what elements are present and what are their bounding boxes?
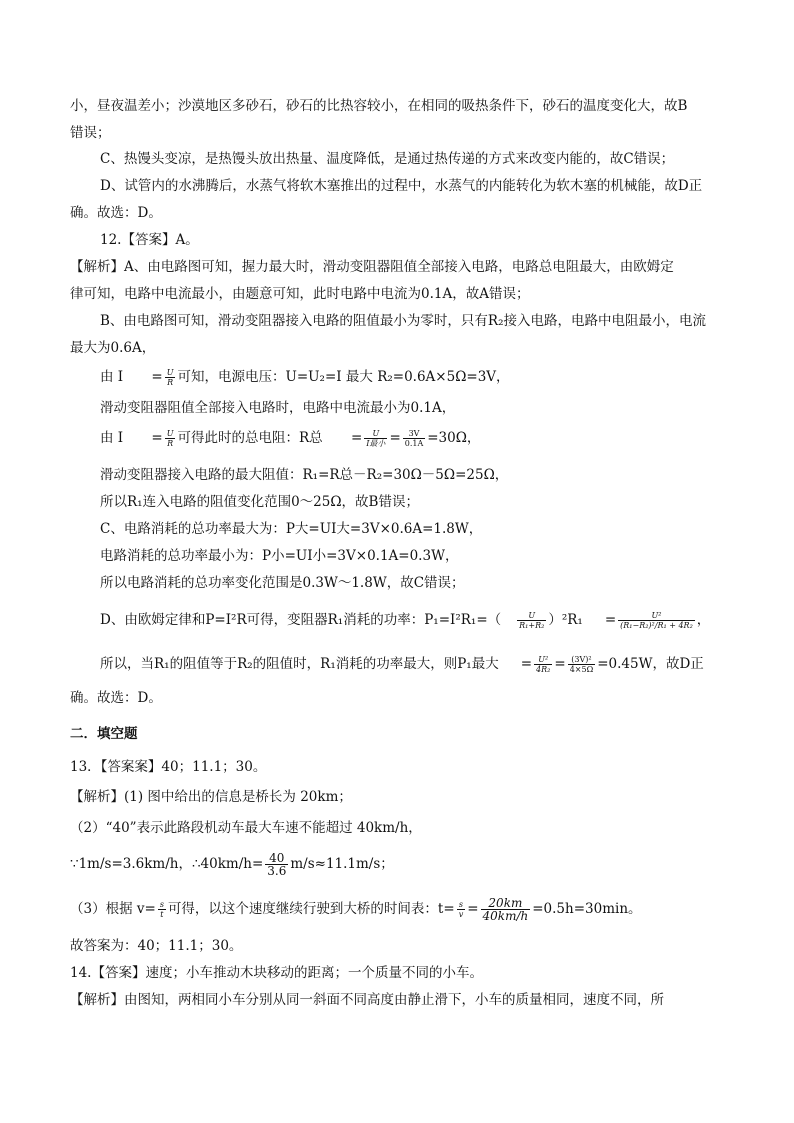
fraction: $\frac{U}{R}$ [166,368,174,387]
analysis-line: 【解析】(1) 图中给出的信息是桥长为 20km； [70,789,352,805]
text-line: 错误； [70,125,111,141]
formula-line: ∵1m/s=3.6km/h，∴40km/h= $\frac{40}{3.6}$ m/s≈11.1m/s； [70,851,394,878]
text-line: 所以R₁连入电路的阻值变化范围0～25Ω，故B错误； [100,494,419,510]
text-line: B、由电路图可知，滑动变阻器接入电路的阻值最小为零时，只有R₂接入电路，电路中电阻最小，电流 [100,313,706,329]
text-line: C、电路消耗的总功率最大为：P大=UI大=3V×0.6A=1.8W， [100,521,483,537]
text-line: 故答案为：40；11.1；30。 [70,938,243,954]
answer-12: 12.【答案】A。 [100,232,199,248]
text-line: 小，昼夜温差小；沙漠地区多砂石，砂石的比热容较小，在相同的吸热条件下，砂石的温度变化大，故B [70,98,688,114]
formula-line: （3）根据 v= $\frac{s}{t}$ 可得，以这个速度继续行驶到大桥的时间表：t= $\frac{s}{v}$ = $\frac{20km}{40km/h}$ =0.5h=30min。 [70,896,642,923]
fraction: $\frac{U}{R}$ [166,429,174,448]
text-line: 滑动变阻器阻值全部接入电路时，电路中电流最小为0.1A， [100,400,456,416]
formula-line: 由 I = $\frac{U}{R}$ 可知，电源电压：U=U₂=I 最大 R₂=0.6A×5Ω=3V， [100,368,510,387]
analysis-line: 【解析】A、由电路图可知，握力最大时，滑动变阻器阻值全部接入电路，电路总电阻最大，由欧姆定 [70,259,674,275]
text-line: 确。故选：D。 [70,690,162,706]
fraction: $\frac{40}{3.6}$ [267,851,287,878]
text-line: C、热馒头变凉，是热馒头放出热量、温度降低，是通过热传递的方式来改变内能的，故C错误； [100,151,675,167]
fraction: $\frac{\text{U²}}{\text{4R₂}}$ [536,655,551,674]
answer-14: 14.【答案】速度；小车推动木块移动的距离；一个质量不同的小车。 [70,965,483,981]
answer-13: 13．【答案案】40；11.1；30。 [70,759,267,775]
analysis-line: 【解析】由图知，两相同小车分别从同一斜面不同高度由静止滑下，小车的质量相同，速度不同，所 [70,992,664,1008]
formula-line: 由 I = $\frac{U}{R}$ 可得此时的总电阻：R总 = $\frac{U}{\text{I最小}}$ = $\frac{3V}{0.1A}$ =30Ω， [100,429,481,448]
text-line: 滑动变阻器接入电路的最大阻值：R₁=R总－R₂=30Ω－5Ω=25Ω， [100,467,509,483]
text-line: （2）“40”表示此路段机动车最大车速不能超过 40km/h， [70,820,422,836]
text-line: 电路消耗的总功率最小为：P小=UI小=3V×0.1A=0.3W， [100,548,459,564]
text-line: 确。故选：D。 [70,205,162,221]
fraction: $\frac{20km}{40km/h}$ [482,896,529,923]
fraction: $\frac{s}{v}$ [458,900,464,919]
fraction: $\frac{\text{U²}}{\text{(R₁−R₂)²/R₁ + 4R₂}}$ [620,611,693,630]
text-line: D、试管内的水沸腾后，水蒸气将软木塞推出的过程中，水蒸气的内能转化为软木塞的机械能，故D正 [100,178,703,194]
formula-line: 所以，当R₁的阻值等于R₂的阻值时，R₁消耗的功率最大，则P₁最大 = $\frac{\text{U²}}{\text{4R₂}}$ = $\frac{\text{(3V)²}}{4\times 5\Omega}$ =0.45W，故D正 [100,655,704,674]
section-heading: 二．填空题 [70,726,138,742]
formula-line: D、由欧姆定律和P=I²R可得，变阻器R₁消耗的功率：P₁=I²R₁=（ $\frac{U}{\text{R₁+R₂}}$ ）²R₁ = $\frac{\text{U²}}{\text{(R₁−R₂)²/R₁ + 4R₂}}$ ， [100,611,711,630]
fraction: $\frac{3V}{0.1A}$ [404,429,424,448]
fraction: $\frac{U}{\text{R₁+R₂}}$ [519,611,545,630]
fraction: $\frac{s}{t}$ [159,900,164,919]
text-line: 最大为0.6A， [70,340,156,356]
fraction: $\frac{U}{\text{I最小}}$ [366,429,386,448]
fraction: $\frac{\text{(3V)²}}{4\times 5\Omega}$ [569,655,594,674]
text-line: 律可知，电路中电流最小，由题意可知，此时电路中电流为0.1A，故A错误； [70,286,530,302]
text-line: 所以电路消耗的总功率变化范围是0.3W～1.8W，故C错误； [100,575,465,591]
